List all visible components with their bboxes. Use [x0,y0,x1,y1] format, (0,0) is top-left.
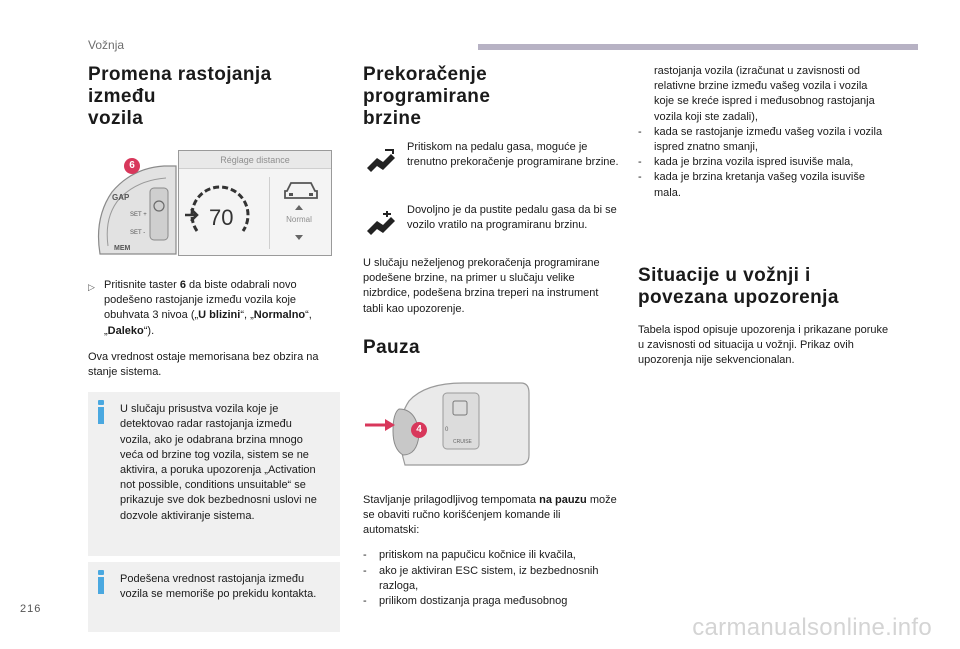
knob-label-cruise: CRUISE [453,438,472,445]
stalk-label-gap: GAP [112,193,130,202]
info-box-radar: U slučaju prisustva vozila koje je detektovao radar rastojanja između vozila, ako je odabrana brzina mnogo veća od brzine tog vozila, sistem se ne aktivira, a poruka upozorenja „Activation not possible, conditions unsuitable“ se prikazuje sve dok bezbednosni uslovi ne dozvole aktiviranje sistema. [88,392,340,556]
section-header-bar [478,44,918,50]
overspeed-paragraph: U slučaju neželjenog prekoračenja programirane podešene brzine, na primer u slučaju velike nizbrdice, podešena brzina treperi na instrument tabli kao upozorenje. [363,257,600,315]
continuation-paragraph: rastojanja vozila (izračunat u zavisnosti od relativne brzine između vašeg vozila i vozila koje se kreće ispred i međusobnog rastojanja vozila koji ste zadali), [654,65,875,123]
info-icon [96,570,106,594]
cruise-stalk-illustration [94,158,180,262]
info-icon [96,400,106,424]
callout-badge-6: 6 [124,158,140,174]
knob-label-0: 0 [445,426,449,433]
arrow-down-icon [295,235,303,240]
speedometer-icon [181,173,261,253]
situations-title: Situacije u vožnji i povezana upozorenja [638,264,839,308]
arrow-up-icon [295,205,303,210]
list-item: - pritiskom na papučicu kočnice ili kvačila, [363,548,619,563]
cruise-knob-illustration [363,379,533,471]
stalk-label-set-plus: SET + [130,212,147,218]
foot-pedal-press-icon [363,140,407,181]
pedal-press-row: Pritiskom na pedalu gasa, moguće je trenutno prekoračenje programirane brzine. [363,140,619,181]
situations-list [638,125,890,201]
column-situations [638,64,890,368]
pause-title: Pauza [363,336,420,358]
bullet-marker-icon: ▷ [88,282,95,292]
distance-figure [94,150,334,262]
column-overspeed [363,64,619,609]
pause-paragraph: Stavljanje prilagodljivog tempomata na pauzu može se obaviti ručno korišćenjem komande ili automatski: [363,493,617,537]
watermark: carmanualsonline.info [692,614,932,641]
info-box-memory: Podešena vrednost rastojanja između vozila se memoriše po prekidu kontakta. [88,562,340,632]
callout-badge-4: 4 [411,422,427,438]
screen-mode-label: Normal [286,215,312,224]
instruction-bullet: ▷ Pritisnite taster 6 da biste odabrali novo podešeno rastojanje između vozila koje obuhvata 3 nivoa („U blizini“, „Normalno“, „Daleko“). [88,279,312,337]
pause-figure [363,379,533,471]
column-distance [88,64,340,632]
stalk-label-mem: MEM [114,245,131,252]
list-item: - kada je brzina kretanja vašeg vozila isuviše mala. [638,170,890,200]
list-item: - kada je brzina vozila ispred isuviše mala, [638,155,890,170]
memorized-paragraph: Ova vrednost ostaje memorisana bez obzira na stanje sistema. [88,350,319,379]
pedal-release-row: Dovoljno je da pustite pedalu gasa da bi se vozilo vratilo na programiranu brzinu. [363,203,619,244]
foot-pedal-release-icon [363,203,407,244]
situations-paragraph: Tabela ispod opisuje upozorenja i prikazane poruke u zavisnosti od situacija u vožnji. Prikaz ovih upozorenja nije sekvencionalan. [638,323,889,367]
list-item: - prilikom dostizanja praga međusobnog [363,594,619,609]
overspeed-title: Prekoračenje programirane brzine [363,64,491,129]
pause-conditions-list [363,548,619,609]
car-front-icon [281,179,321,201]
distance-title: Promena rastojanja između vozila [88,64,272,129]
section-header: Vožnja [88,38,125,52]
page-number: 216 [20,603,42,615]
stalk-label-set-minus: SET - [130,230,146,236]
screen-title: Réglage distance [179,151,331,169]
screen-speed-value: 70 [209,205,234,230]
distance-display-screen [178,150,332,256]
screen-divider [269,177,270,249]
list-item: - kada se rastojanje između vašeg vozila i vozila ispred znatno smanji, [638,125,890,155]
list-item: - ako je aktiviran ESC sistem, iz bezbednosnih razloga, [363,564,619,594]
